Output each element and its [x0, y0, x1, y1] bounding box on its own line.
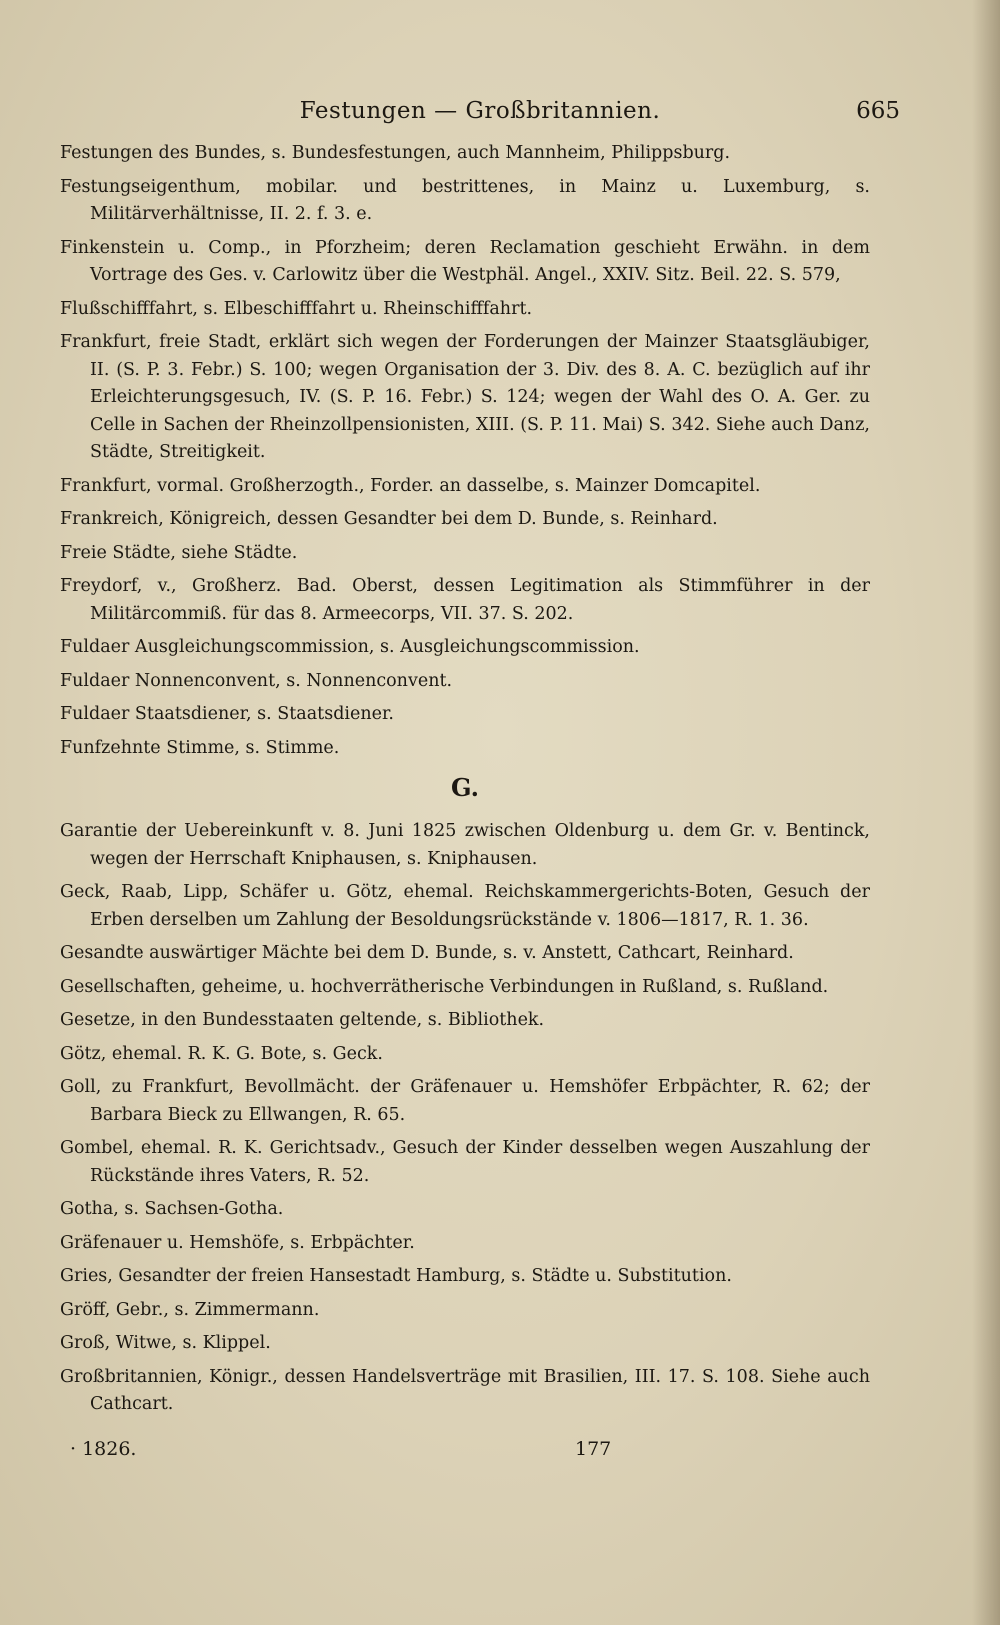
index-entry: Freie Städte, siehe Städte.	[60, 542, 298, 563]
index-entry: Gesellschaften, geheime, u. hochverrätherische Verbindungen in Rußland, s. Rußland.	[60, 976, 829, 997]
index-entry: Gries, Gesandter der freien Hansestadt Hamburg, s. Städte u. Substitution.	[60, 1266, 732, 1286]
index-entry: Finkenstein u. Comp., in Pforzheim; deren Reclamation geschieht Erwähn. in dem Vortrage des Ges. v. Carlowitz über die Westphäl. Angel., XXIV. Sitz. Beil. 22. S. 579,	[60, 237, 870, 285]
index-entry: Freydorf, v., Großherz. Bad. Oberst, dessen Legitimation als Stimmführer in der Militärcommiß. für das 8. Armeecorps, VII. 37. S. 202.	[60, 576, 870, 624]
index-entry: Festungen des Bundes, s. Bundesfestungen, auch Mannheim, Philippsburg.	[60, 143, 731, 163]
index-entry: Gräfenauer u. Hemshöfe, s. Erbpächter.	[60, 1232, 415, 1253]
index-entry: Götz, ehemal. R. K. G. Bote, s. Geck.	[60, 1043, 383, 1064]
index-entry: Goll, zu Frankfurt, Bevollmächt. der Gräfenauer u. Hemshöfer Erbpächter, R. 62; der Barbara Bieck zu Ellwangen, R. 65.	[60, 1077, 870, 1125]
page-number: 665	[856, 98, 900, 124]
index-entry: Frankreich, Königreich, dessen Gesandter bei dem D. Bunde, s. Reinhard.	[60, 509, 718, 529]
index-entry: Großbritannien, Königr., dessen Handelsverträge mit Brasilien, III. 17. S. 108. Siehe auch Cathcart.	[60, 1366, 870, 1414]
index-entry: Gesandte auswärtiger Mächte bei dem D. Bunde, s. v. Anstett, Cathcart, Reinhard.	[60, 943, 794, 963]
index-entry: Frankfurt, vormal. Großherzogth., Forder. an dasselbe, s. Mainzer Domcapitel.	[60, 475, 761, 496]
index-entry: Garantie der Uebereinkunft v. 8. Juni 1825 zwischen Oldenburg u. dem Gr. v. Bentinck, wegen der Herrschaft Kniphausen, s. Kniphausen.	[60, 821, 870, 869]
index-entry: Frankfurt, freie Stadt, erklärt sich wegen der Forderungen der Mainzer Staatsgläubiger, II. (S. P. 3. Febr.) S. 100; wegen Organisation der 3. Div. des 8. A. C. bezüglich auf ihr Erleichterungsgesuch, IV. (S. P. 16. Febr.) S. 124; wegen der Wahl des O. A. Ger. zu Celle in Sachen der Rheinzollpensionisten, XIII. (S. P. 11. Mai) S. 342. Siehe auch Danz, Städte, Streitigkeit.	[60, 332, 870, 462]
index-body	[60, 140, 870, 1425]
page-footer	[70, 1438, 630, 1468]
footer-year: · 1826.	[70, 1438, 137, 1460]
index-entry: Fuldaer Ausgleichungscommission, s. Ausgleichungscommission.	[60, 637, 640, 657]
index-entry: Funfzehnte Stimme, s. Stimme.	[60, 737, 340, 758]
page-header	[60, 98, 900, 132]
index-entry: Gesetze, in den Bundesstaaten geltende, s. Bibliothek.	[60, 1010, 545, 1030]
section-letter: G.	[451, 773, 479, 802]
running-title: Festungen — Großbritannien.	[299, 98, 661, 124]
index-entry: Fuldaer Nonnenconvent, s. Nonnenconvent.	[60, 670, 453, 691]
index-entry: Festungseigenthum, mobilar. und bestrittenes, in Mainz u. Luxemburg, s. Militärverhältnisse, II. 2. f. 3. e.	[60, 176, 870, 224]
index-entry: Fuldaer Staatsdiener, s. Staatsdiener.	[60, 704, 394, 724]
signature-mark: 177	[575, 1438, 612, 1460]
index-entry: Flußschifffahrt, s. Elbeschifffahrt u. Rheinschifffahrt.	[60, 298, 533, 319]
index-entry: Geck, Raab, Lipp, Schäfer u. Götz, ehemal. Reichskammergerichts-Boten, Gesuch der Erben derselben um Zahlung der Besoldungsrückstände v. 1806—1817, R. 1. 36.	[60, 882, 870, 930]
index-entry: Gröff, Gebr., s. Zimmermann.	[60, 1299, 320, 1320]
index-entry: Groß, Witwe, s. Klippel.	[60, 1333, 271, 1353]
index-entry: Gotha, s. Sachsen-Gotha.	[60, 1199, 284, 1219]
index-entry: Gombel, ehemal. R. K. Gerichtsadv., Gesuch der Kinder desselben wegen Auszahlung der Rückstände ihres Vaters, R. 52.	[60, 1138, 870, 1186]
